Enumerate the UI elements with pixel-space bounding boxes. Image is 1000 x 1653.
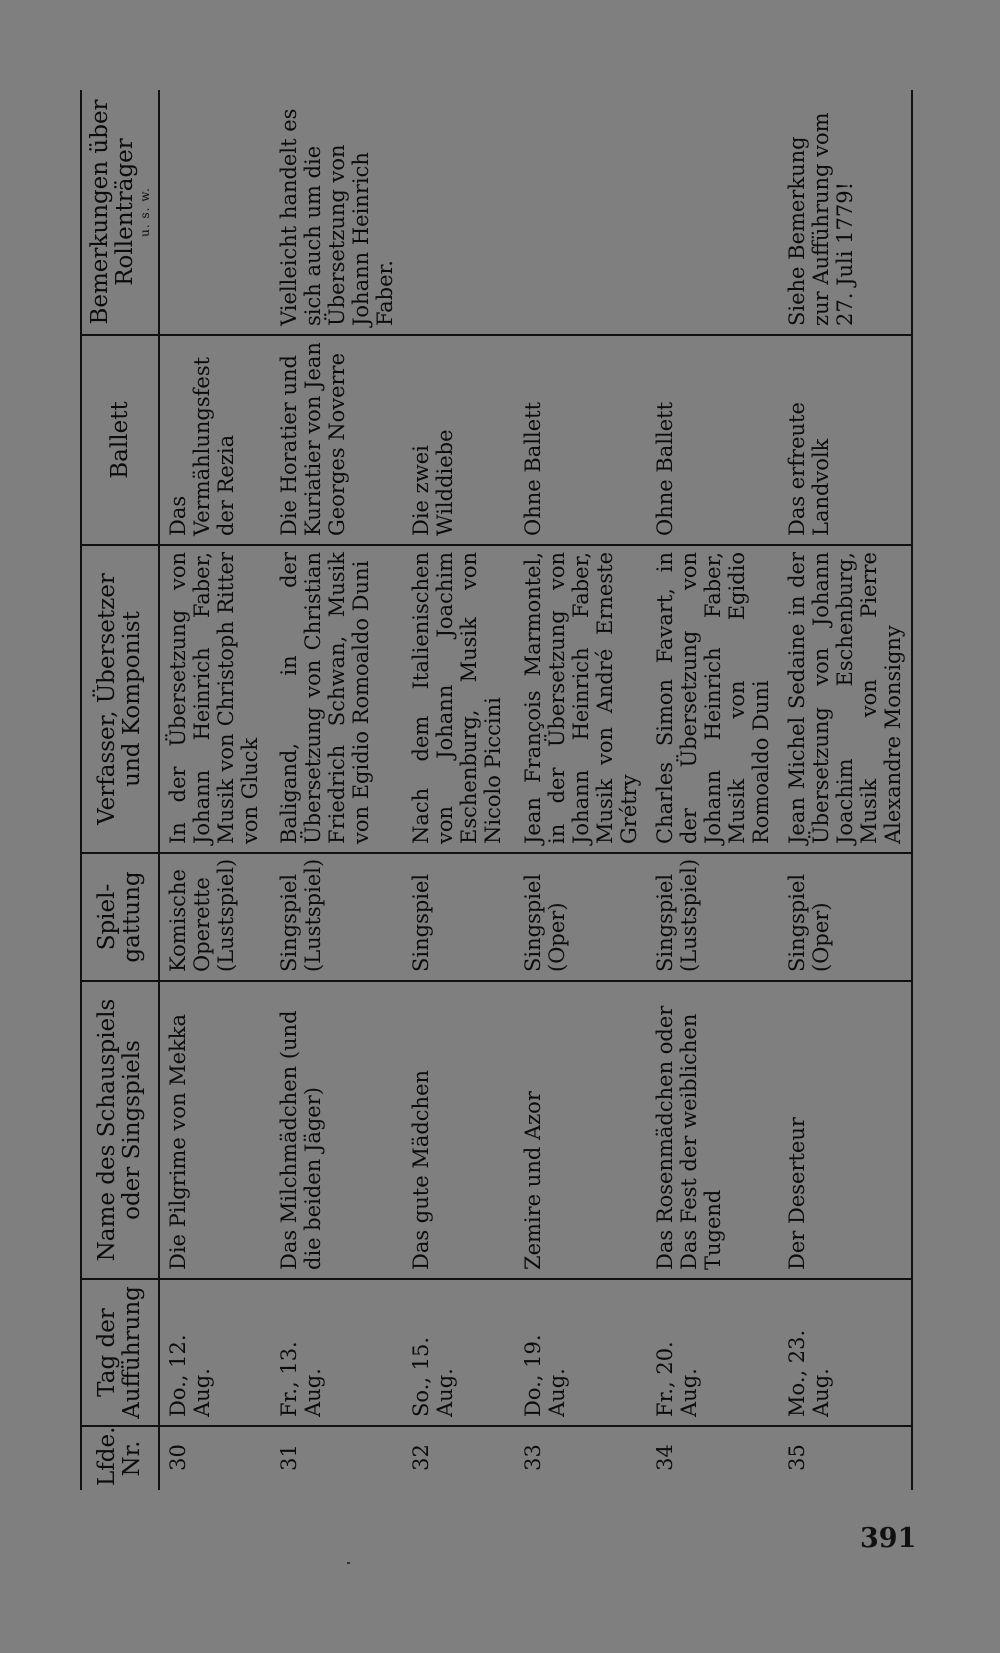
header-ballett: Ballett [81,335,159,545]
cell-tag: So., 15. Aug. [403,1279,515,1426]
cell-nr: 35 [779,1426,912,1490]
table-row [159,90,271,1490]
cell-verfasser: Jean François Marmontel, in der Übersetzung von Johann Heinrich Faber, Musik von André Erneste Grétry [515,545,647,853]
cell-gattung: Komische Operette (Lustspiel) [159,853,271,981]
cell-nr: 32 [409,1444,433,1471]
cell-nr: 30 [166,1444,190,1471]
cell-tag: Do., 12. Aug. [159,1279,271,1426]
cell-nr: 31 [277,1444,301,1471]
cell-bemerkungen [515,90,647,335]
header-bemerkungen [81,90,159,335]
cell-gattung: Singspiel (Lustspiel) [647,853,779,981]
header-name: Name des Schauspiels oder Singspiels [81,981,159,1279]
scan-speck [347,1562,350,1564]
cell-gattung: Singspiel [403,853,515,981]
header-bemerkungen-abbrev: u. s. w. [138,187,152,237]
cell-bemerkungen [403,90,515,335]
cell-bemerkungen: Vielleicht handelt es sich auch um die Übersetzung von Johann Heinrich Faber. [271,90,403,335]
header-gattung: Spiel-gattung [81,853,159,981]
cell-tag: Mo., 23. Aug. [779,1279,912,1426]
header-verfasser: Verfasser, Übersetzer und Komponist [81,545,159,853]
cell-gattung: Singspiel (Oper) [779,853,912,981]
cell-name: Das gute Mädchen [403,981,515,1279]
cell-tag: Fr., 13. Aug. [271,1279,403,1426]
cell-tag: Do., 19. Aug. [515,1279,647,1426]
page-number: 391 [860,1523,917,1554]
performance-table [80,90,913,1490]
header-row [81,90,159,1490]
cell-verfasser: Charles Simon Favart, in der Übersetzung von Johann Heinrich Faber, Musik von Egidio Romoaldo Duni [647,545,779,853]
cell-bemerkungen: Siehe Bemerkung zur Aufführung vom 27. Juli 1779! [779,90,912,335]
cell-ballett: Das erfreute Landvolk [779,335,912,545]
header-tag: Tag der Aufführung [81,1279,159,1426]
cell-verfasser: Baligand, in der Übersetzung von Christian Friedrich Schwan, Musik von Egidio Romoaldo Duni [271,545,403,853]
table-row [271,90,403,1490]
table-row [515,90,647,1490]
header-bemerkungen-label: Bemerkungen über Rollenträger [87,99,138,325]
table-row [647,90,779,1490]
cell-ballett: Ohne Ballett [647,335,779,545]
cell-bemerkungen [159,90,271,335]
cell-name: Die Pilgrime von Mekka [159,981,271,1279]
cell-name: Das Milchmädchen (und die beiden Jäger) [271,981,403,1279]
cell-ballett: Ohne Ballett [515,335,647,545]
cell-verfasser: Jean Michel Sedaine in der Übersetzung von Johann Joachim Eschenburg, Musik von Pierre Alexandre Monsigny [779,545,912,853]
header-nr: Lfde. Nr. [81,1426,159,1490]
cell-name: Zemire und Azor [515,981,647,1279]
cell-verfasser: In der Übersetzung von Johann Heinrich Faber, Musik von Christoph Ritter von Gluck [159,545,271,853]
cell-ballett: Die Horatier und Kuriatier von Jean Georges Noverre [271,335,403,545]
cell-ballett: Die zwei Wilddiebe [403,335,515,545]
cell-verfasser: Nach dem Italienischen von Johann Joachim Eschenburg, Musik von Nicolo Piccini [403,545,515,853]
table-row [403,90,515,1490]
cell-nr: 33 [521,1444,545,1471]
cell-bemerkungen [647,90,779,335]
cell-gattung: Singspiel (Lustspiel) [271,853,403,981]
cell-ballett: Das Vermählungsfest der Rezia [159,335,271,545]
rotated-table-frame [80,90,920,1490]
cell-name: Das Rosenmädchen oder Das Fest der weiblichen Tugend [647,981,779,1279]
cell-nr: 34 [653,1444,677,1471]
table-row [779,90,912,1490]
cell-name: Der Deserteur [779,981,912,1279]
cell-gattung: Singspiel (Oper) [515,853,647,981]
cell-tag: Fr., 20. Aug. [647,1279,779,1426]
